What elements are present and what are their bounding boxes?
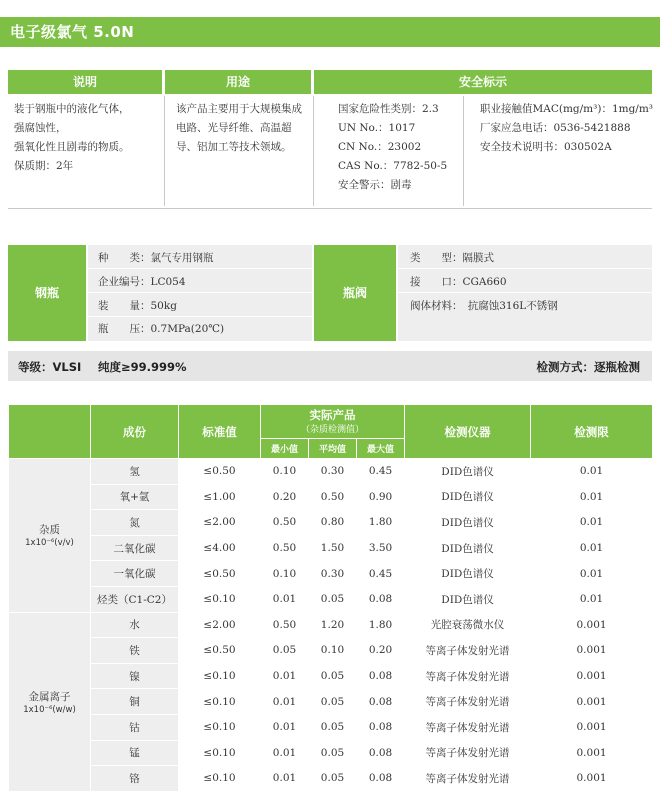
- row-instrument: DID色谱仪: [405, 535, 531, 561]
- row-avg: 0.05: [309, 714, 357, 740]
- safety-line: CAS No.：7782-50-5: [338, 160, 448, 172]
- header-description-label: 说明: [72, 75, 97, 89]
- row-instrument: 光腔衰荡微水仪: [405, 612, 531, 638]
- valve-label: 瓶阀: [342, 286, 367, 300]
- row-min: 0.10: [261, 459, 309, 485]
- header-actual: [261, 405, 405, 439]
- row-max: 1.80: [357, 510, 405, 536]
- category-unit: 1x10⁻⁶(v/v): [25, 538, 74, 549]
- row-component: 氧+氩: [91, 484, 179, 510]
- cylinder-id: 企业编号：LC054: [98, 276, 186, 288]
- row-standard: ≤0.50: [179, 561, 261, 587]
- row-limit: 0.01: [531, 484, 653, 510]
- grade-purity: 纯度≥99.999%: [98, 360, 187, 374]
- header-min: 最小值: [261, 439, 309, 459]
- row-instrument: 等离子体发射光谱: [405, 638, 531, 664]
- row-limit: 0.01: [531, 510, 653, 536]
- description-line: 装于钢瓶中的液化气体，: [14, 103, 130, 115]
- row-instrument: DID色谱仪: [405, 586, 531, 612]
- cylinder-capacity: 装 量：50kg: [98, 300, 177, 312]
- row-min: 0.01: [261, 689, 309, 715]
- header-usage-label: 用途: [225, 75, 250, 89]
- row-standard: ≤0.50: [179, 459, 261, 485]
- divider: [463, 96, 464, 206]
- safety-line: UN No.：1017: [338, 122, 416, 134]
- row-max: 1.80: [357, 612, 405, 638]
- table-row: [9, 689, 653, 715]
- row-standard: ≤0.10: [179, 714, 261, 740]
- category-unit: 1x10⁻⁶(w/w): [23, 704, 76, 715]
- row-limit: 0.01: [531, 586, 653, 612]
- row-component: 钴: [91, 714, 179, 740]
- header-limit: 检测限: [531, 405, 653, 459]
- valve-material: 阀体材料： 抗腐蚀316L不锈钢: [410, 300, 558, 312]
- row-standard: ≤1.00: [179, 484, 261, 510]
- row-component: 铁: [91, 638, 179, 664]
- row-component: 铜: [91, 689, 179, 715]
- header-avg: 平均值: [309, 439, 357, 459]
- row-avg: 0.05: [309, 689, 357, 715]
- divider: [88, 316, 312, 317]
- row-limit: 0.01: [531, 561, 653, 587]
- header-standard: 标准值: [179, 405, 261, 459]
- table-row: [9, 612, 653, 638]
- safety-line: 安全技术说明书：030502A: [480, 141, 612, 153]
- header-instrument: 检测仪器: [405, 405, 531, 459]
- table-row: [9, 561, 653, 587]
- category-name: 杂质: [39, 524, 60, 537]
- cylinder-label: 钢瓶: [34, 286, 59, 300]
- row-min: 0.01: [261, 766, 309, 792]
- row-avg: 0.05: [309, 663, 357, 689]
- table-row: [9, 663, 653, 689]
- row-instrument: 等离子体发射光谱: [405, 740, 531, 766]
- cylinder-type: 种 类：氯气专用钢瓶: [98, 252, 214, 264]
- row-component: 铬: [91, 766, 179, 792]
- table-row: [9, 638, 653, 664]
- row-max: 0.45: [357, 459, 405, 485]
- row-component: 烃类（C1-C2）: [91, 586, 179, 612]
- row-max: 0.90: [357, 484, 405, 510]
- row-component: 二氧化碳: [91, 535, 179, 561]
- safety-line: 安全警示：剧毒: [338, 179, 412, 191]
- row-avg: 1.20: [309, 612, 357, 638]
- row-standard: ≤0.10: [179, 766, 261, 792]
- row-limit: 0.001: [531, 612, 653, 638]
- header-max: 最大值: [357, 439, 405, 459]
- row-max: 0.45: [357, 561, 405, 587]
- header-blank: [9, 405, 91, 459]
- row-standard: ≤2.00: [179, 612, 261, 638]
- divider: [8, 208, 652, 209]
- row-min: 0.50: [261, 612, 309, 638]
- safety-line: 职业接触值MAC(mg/m³)：1mg/m³: [480, 103, 654, 115]
- table-row: [9, 740, 653, 766]
- spec-table-body: [9, 459, 653, 792]
- table-row: [9, 484, 653, 510]
- row-max: 0.08: [357, 740, 405, 766]
- row-avg: 0.05: [309, 740, 357, 766]
- row-avg: 0.05: [309, 766, 357, 792]
- safety-line: 国家危险性类别：2.3: [338, 103, 439, 115]
- valve-type: 类 型：隔膜式: [410, 252, 494, 264]
- spec-table: [8, 404, 653, 792]
- row-min: 0.01: [261, 586, 309, 612]
- row-standard: ≤4.00: [179, 535, 261, 561]
- row-component: 一氧化碳: [91, 561, 179, 587]
- valve-connection: 接 口：CGA660: [410, 276, 507, 288]
- row-instrument: 等离子体发射光谱: [405, 663, 531, 689]
- divider: [88, 268, 312, 269]
- row-min: 0.01: [261, 714, 309, 740]
- row-avg: 0.10: [309, 638, 357, 664]
- row-limit: 0.01: [531, 459, 653, 485]
- row-instrument: DID色谱仪: [405, 459, 531, 485]
- header-description: [8, 70, 162, 94]
- row-max: 0.08: [357, 714, 405, 740]
- row-standard: ≤0.10: [179, 586, 261, 612]
- row-standard: ≤2.00: [179, 510, 261, 536]
- row-max: 0.08: [357, 586, 405, 612]
- divider: [88, 292, 312, 293]
- row-standard: ≤0.10: [179, 689, 261, 715]
- row-component: 水: [91, 612, 179, 638]
- test-method: 检测方式：逐瓶检测: [536, 360, 640, 374]
- row-max: 0.20: [357, 638, 405, 664]
- header-safety: [314, 70, 652, 94]
- row-component: 镍: [91, 663, 179, 689]
- header-component: 成份: [91, 405, 179, 459]
- row-max: 0.08: [357, 663, 405, 689]
- row-instrument: DID色谱仪: [405, 484, 531, 510]
- header-usage: [165, 70, 311, 94]
- row-min: 0.20: [261, 484, 309, 510]
- description-line: 强氧化性且剧毒的物质。: [14, 141, 130, 153]
- row-instrument: DID色谱仪: [405, 510, 531, 536]
- row-avg: 0.05: [309, 586, 357, 612]
- row-min: 0.10: [261, 561, 309, 587]
- usage-line: 导、铝加工等技术领域。: [176, 141, 292, 153]
- usage-line: 该产品主要用于大规模集成: [176, 103, 302, 115]
- row-avg: 0.30: [309, 459, 357, 485]
- divider: [398, 268, 652, 269]
- usage-line: 电路、光导纤维、高温超: [176, 122, 292, 134]
- row-min: 0.01: [261, 663, 309, 689]
- row-limit: 0.001: [531, 714, 653, 740]
- table-row: [9, 535, 653, 561]
- row-max: 0.08: [357, 689, 405, 715]
- table-row: [9, 510, 653, 536]
- header-actual-label: 实际产品: [309, 407, 356, 422]
- row-instrument: 等离子体发射光谱: [405, 689, 531, 715]
- category-metal-ion: [9, 612, 91, 791]
- row-limit: 0.001: [531, 689, 653, 715]
- grade-bar: [8, 351, 652, 381]
- row-instrument: DID色谱仪: [405, 561, 531, 587]
- page-title: 电子级氯气 5.0N: [10, 23, 135, 41]
- row-min: 0.50: [261, 535, 309, 561]
- row-limit: 0.01: [531, 535, 653, 561]
- divider: [164, 96, 165, 206]
- table-row: [9, 459, 653, 485]
- row-min: 0.01: [261, 740, 309, 766]
- row-instrument: 等离子体发射光谱: [405, 766, 531, 792]
- row-instrument: 等离子体发射光谱: [405, 714, 531, 740]
- row-standard: ≤0.10: [179, 740, 261, 766]
- category-impurity: [9, 459, 91, 613]
- table-row: [9, 714, 653, 740]
- cylinder-label-box: [8, 245, 86, 341]
- header-actual-note: （杂质检测值）: [301, 424, 365, 435]
- header-safety-label: 安全标示: [458, 75, 507, 89]
- row-avg: 0.30: [309, 561, 357, 587]
- row-max: 3.50: [357, 535, 405, 561]
- row-min: 0.05: [261, 638, 309, 664]
- row-avg: 1.50: [309, 535, 357, 561]
- row-avg: 0.50: [309, 484, 357, 510]
- grade-level: 等级：VLSI: [18, 360, 82, 374]
- divider: [313, 96, 314, 206]
- row-avg: 0.80: [309, 510, 357, 536]
- row-component: 锰: [91, 740, 179, 766]
- description-line: 保质期：2年: [14, 160, 74, 172]
- table-row: [9, 586, 653, 612]
- row-min: 0.50: [261, 510, 309, 536]
- divider: [398, 292, 652, 293]
- cylinder-pressure: 瓶 压：0.7MPa(20℃): [98, 323, 225, 335]
- row-standard: ≤0.10: [179, 663, 261, 689]
- row-max: 0.08: [357, 766, 405, 792]
- description-line: 强腐蚀性，: [14, 122, 67, 134]
- row-component: 氢: [91, 459, 179, 485]
- safety-line: CN No.：23002: [338, 141, 422, 153]
- title-bar: [0, 17, 660, 47]
- row-limit: 0.001: [531, 638, 653, 664]
- row-component: 氮: [91, 510, 179, 536]
- row-limit: 0.001: [531, 663, 653, 689]
- valve-label-box: [314, 245, 396, 341]
- category-name: 金属离子: [28, 690, 71, 703]
- row-standard: ≤0.50: [179, 638, 261, 664]
- table-row: [9, 766, 653, 792]
- row-limit: 0.001: [531, 766, 653, 792]
- row-limit: 0.001: [531, 740, 653, 766]
- safety-line: 厂家应急电话：0536-5421888: [480, 122, 631, 134]
